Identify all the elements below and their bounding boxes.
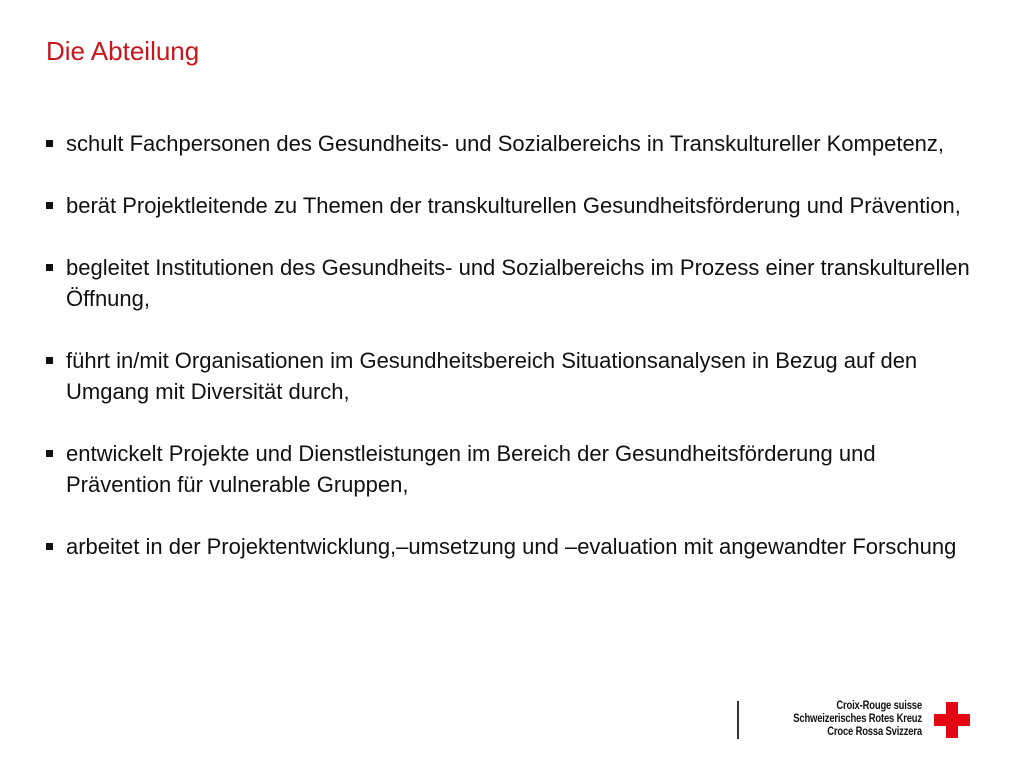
bullet-text: arbeitet in der Projektentwicklung,–umsetzung und –evaluation mit angewandter Forschung: [66, 534, 957, 559]
logo-divider: [737, 701, 739, 739]
bullet-text: führt in/mit Organisationen im Gesundheitsbereich Situationsanalysen in Bezug auf den Umgang mit Diversität durch,: [66, 348, 918, 404]
square-bullet-icon: [46, 450, 53, 457]
square-bullet-icon: [46, 140, 53, 147]
square-bullet-icon: [46, 202, 53, 209]
bullet-item: [46, 531, 976, 562]
logo-line-french: Croix-Rouge suisse: [836, 700, 922, 712]
bullet-item: [46, 438, 976, 500]
bullet-text: begleitet Institutionen des Gesundheits- und Sozialbereichs im Prozess einer transkulturellen Öffnung,: [66, 255, 970, 311]
bullet-item: [46, 128, 976, 159]
logo-line-italian: Croce Rossa Svizzera: [827, 726, 922, 738]
slide-title: Die Abteilung: [46, 36, 200, 66]
bullet-text: berät Projektleitende zu Themen der transkulturellen Gesundheitsförderung und Prävention,: [66, 193, 961, 218]
logo-line-german: Schweizerisches Rotes Kreuz: [793, 713, 922, 725]
square-bullet-icon: [46, 357, 53, 364]
bullet-item: [46, 252, 976, 314]
bullet-item: [46, 345, 976, 407]
bullet-text: schult Fachpersonen des Gesundheits- und Sozialbereichs in Transkultureller Kompetenz,: [66, 131, 945, 156]
logo-text: [793, 700, 922, 739]
red-cross-logo: [737, 700, 970, 739]
bullet-item: [46, 190, 976, 221]
square-bullet-icon: [46, 264, 53, 271]
bullet-text: entwickelt Projekte und Dienstleistungen im Bereich der Gesundheitsförderung und Prävention für vulnerable Gruppen,: [66, 441, 876, 497]
bullet-list: [46, 128, 976, 593]
red-cross-icon: [934, 702, 970, 738]
square-bullet-icon: [46, 543, 53, 550]
